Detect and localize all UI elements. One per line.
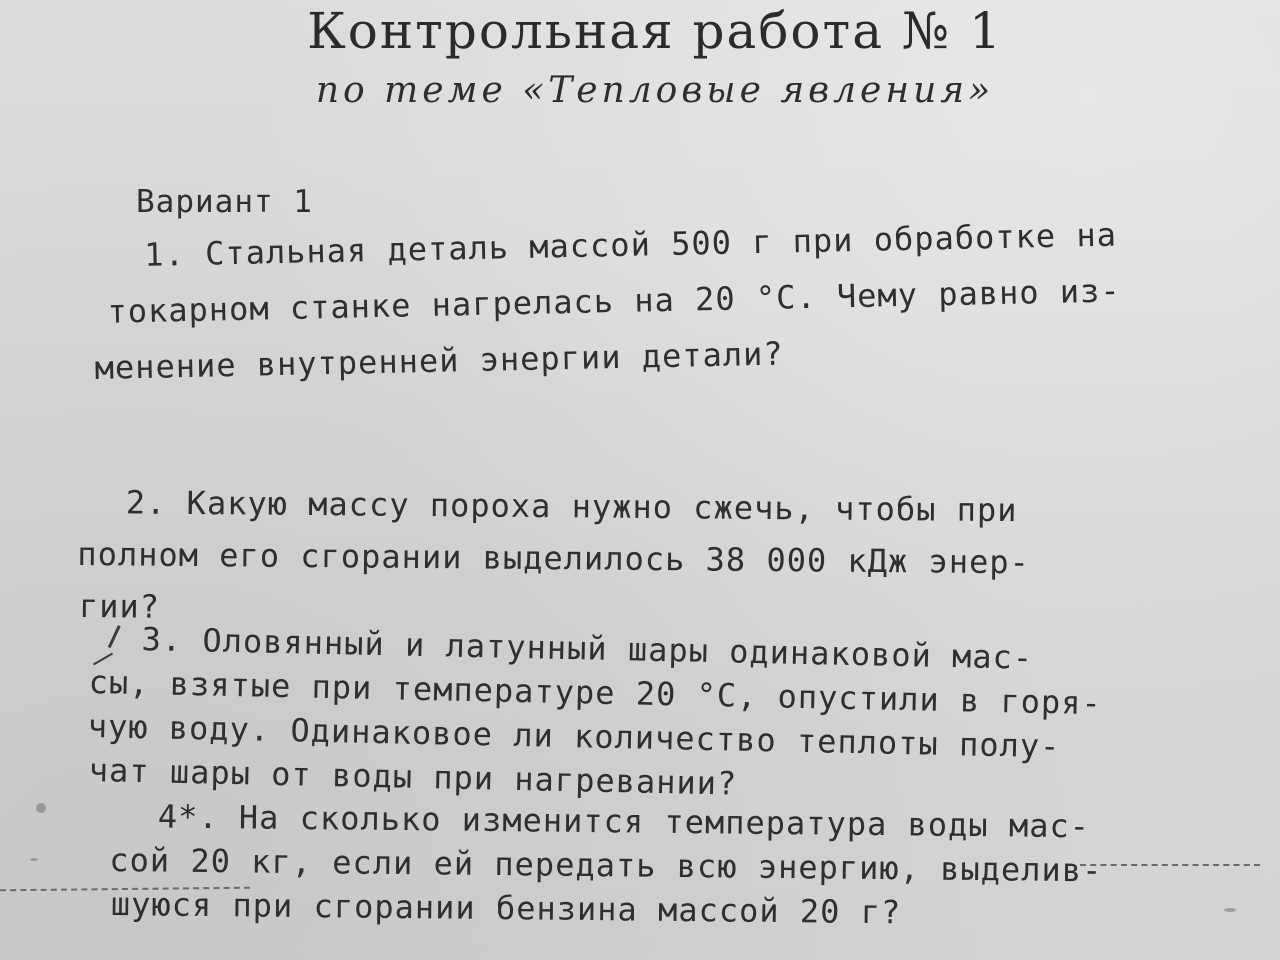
margin-smudge xyxy=(36,803,46,813)
task-4-line-2: сой 20 кг, если ей передать всю энергию, выделив- xyxy=(109,840,1103,890)
margin-smudge-2 xyxy=(1224,908,1236,912)
variant-heading: Вариант 1 xyxy=(136,184,313,220)
margin-smudge-3 xyxy=(30,858,38,861)
task-4 xyxy=(109,797,1103,932)
page-subtitle: по теме «Тепловые явления» xyxy=(315,70,995,111)
task-2-line-1: 2. Какую массу пороха нужно сжечь, чтобы при xyxy=(125,483,1018,530)
task-2-line-3: гии? xyxy=(78,587,161,626)
task-1-line-2: токарном станке нагрелась на 20 °С. Чему равно из- xyxy=(107,271,1121,331)
task-3 xyxy=(87,622,1103,807)
task-1-line-1: 1. Стальная деталь массой 500 г при обработке на xyxy=(143,215,1118,274)
task-3-line-1: 3. Оловянный и латунный шары одинаковой мас- xyxy=(141,620,1034,677)
task-3-line-3: чую воду. Одинаковое ли количество теплоты полу- xyxy=(87,706,1061,766)
task-4-line-3: шуюся при сгорании бензина массой 20 г? xyxy=(110,885,902,932)
task-3-line-4: чат шары от воды при нагревании? xyxy=(88,751,738,803)
task-2 xyxy=(77,483,1031,630)
page-title: Контрольная работа № 1 xyxy=(307,2,1003,60)
task-4-line-1: 4*. На сколько изменится температура воды мас- xyxy=(157,797,1091,846)
task-3-line-2: сы, взятые при температуре 20 °С, опустили в горя- xyxy=(88,662,1103,723)
task-1 xyxy=(92,215,1122,387)
task-1-line-3: менение внутренней энергии детали? xyxy=(94,334,784,387)
task-2-line-2: полном его сгорании выделилось 38 000 кДж энер- xyxy=(77,534,1031,582)
handwritten-dashed-underline-right xyxy=(1080,864,1260,866)
